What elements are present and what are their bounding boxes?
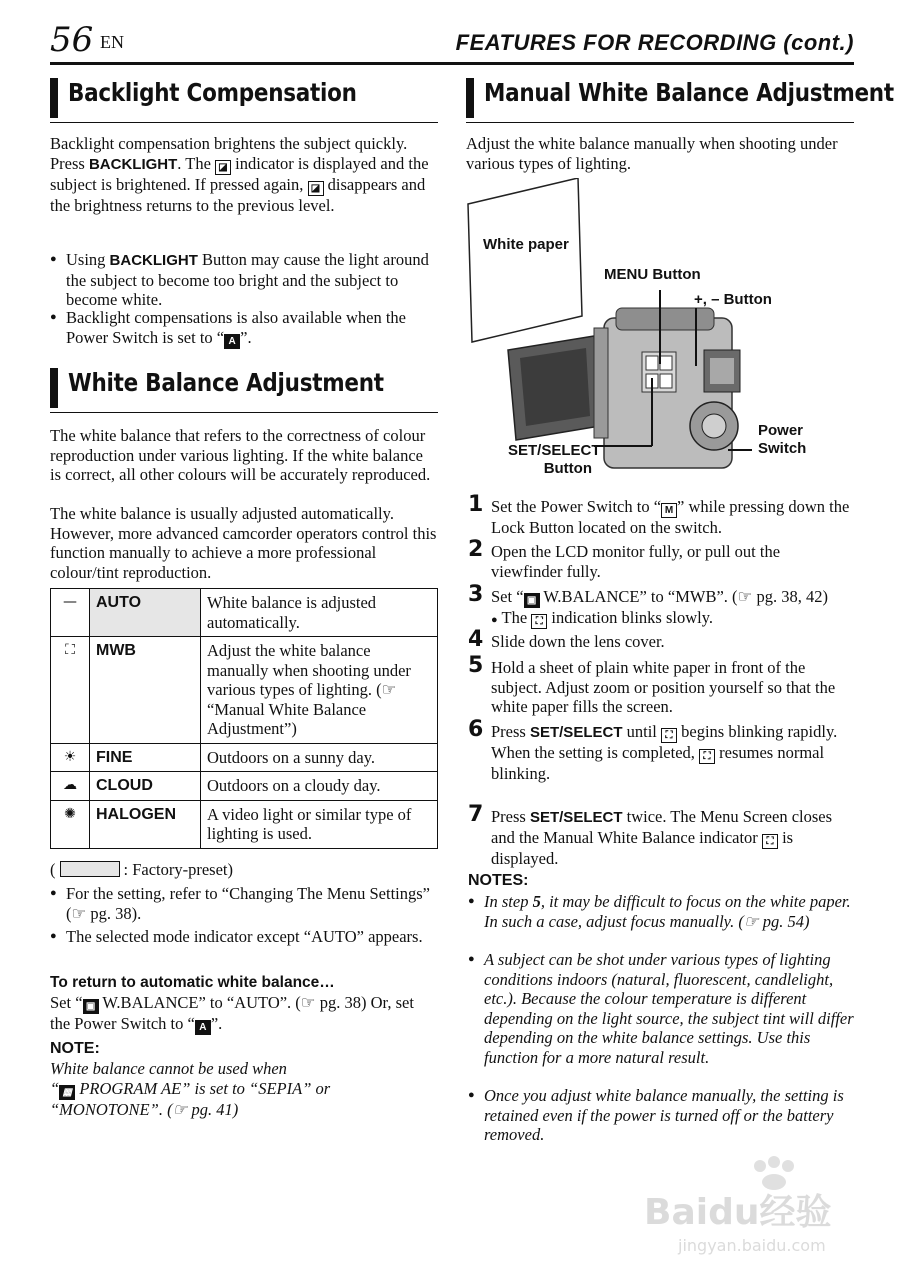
mode-name: FINE [90,743,201,772]
text: Button may cause the light around the subject to become too bright and the subject to become white. [66,250,429,309]
text: Set “ [491,587,524,606]
text: W.BALANCE” to “MWB”. (☞ pg. 38, 42) [539,587,828,606]
text: : Factory-preset) [123,860,233,879]
lcd-screen [520,348,590,426]
table-row [51,772,438,801]
wb-title: White Balance Adjustment [68,368,384,397]
bullet-dot: ● [491,614,498,626]
backlight-indicator-icon: ◪ [308,181,324,196]
mwb-indicator-icon: ⛶ [661,728,677,743]
step-4-text: Slide down the lens cover. [491,632,665,651]
step-7-text [491,807,854,868]
mwb-title: Manual White Balance Adjustment [484,78,894,107]
mode-name: MWB [90,637,201,744]
wb-para-1: The white balance that refers to the correctness of colour reproduction under various lighting. If the white balance is correct, all other colours will be accurately reproduced. [50,426,431,484]
step-3-text [491,587,854,631]
text: Press [491,807,530,826]
mode-desc: White balance is adjusted automatically. [201,589,438,637]
wb-heading [50,366,438,413]
text: Power [758,422,804,439]
text: PROGRAM AE” is set to “SEPIA” or [75,1078,331,1098]
step-1-text [491,497,854,538]
note-1 [468,892,854,931]
manual-mode-icon: M [661,503,677,518]
step-number: 1 [468,492,484,517]
auto-mode-icon: A [224,334,240,349]
mode-name: AUTO [90,589,201,637]
camera-menu-icon: ▣ [83,999,99,1014]
label-menu-button: MENU Button [604,266,701,283]
mode-name: CLOUD [90,772,201,801]
table-row [51,637,438,744]
key-set-select: SET/SELECT [529,724,623,741]
step-number: 5 [468,653,484,678]
return-heading: To return to automatic white balance… [50,974,335,991]
text: resumes normal blinking. [491,743,825,783]
factory-preset-legend [50,860,438,880]
return-text [50,993,438,1035]
mode-desc: Adjust the white balance manually when shooting under various types of lighting. (☞ “Manual White Balance Adjustment”) [201,637,438,744]
text: Set “ [50,993,83,1012]
text: until [622,722,661,741]
text: Press [491,722,530,741]
text: White balance cannot be used when [50,1059,287,1078]
preset-swatch [60,861,120,877]
program-ae-icon: ▦ [59,1085,75,1100]
watermark [644,1156,854,1266]
backlight-bullet-2 [50,308,438,349]
step-number: 7 [468,802,484,827]
white-paper-shape [468,178,582,342]
backlight-intro [50,134,438,215]
backlight-intro-text: Backlight compensation brightens the subject quickly. [50,134,408,153]
backlight-title: Backlight Compensation [68,78,357,107]
mode-desc: Outdoors on a sunny day. [201,743,438,772]
key-set-select: SET/SELECT [529,809,623,826]
step-5-text: Hold a sheet of plain white paper in front of the subject. Adjust zoom or position yourself so that the white paper fills the screen. [491,658,836,716]
text: . The [177,153,216,173]
mwb-indicator-icon: ⛶ [699,749,715,764]
heading-bar [466,78,474,118]
text: Press [50,153,89,173]
step-ref: 5 [532,892,541,911]
text: The [501,608,532,627]
backlight-indicator-icon: ◪ [215,160,231,175]
mode-desc: Outdoors on a cloudy day. [201,772,438,801]
text: Backlight compensations is also available when the Power Switch is set to “ [66,308,406,347]
label-plus-minus-button: +, – Button [694,291,772,308]
mode-name: HALOGEN [90,800,201,848]
step-2-text: Open the LCD monitor fully, or pull out the viewfinder fully. [491,542,781,581]
label-set-select-button [508,442,601,478]
step-number: 2 [468,537,484,562]
watermark-logo: Baidu经验 [644,1192,832,1233]
label-power-switch [758,422,806,458]
text: SET/SELECT [508,442,601,459]
text: ”. [240,327,252,347]
heading-bar [50,368,58,408]
text: indication blinks slowly. [547,608,714,627]
page-header [50,20,854,65]
notes-heading: NOTES: [468,872,529,889]
text: Using [66,250,110,269]
step-6-text [491,722,854,784]
auto-mode-icon: A [195,1020,211,1035]
note-text [50,1059,438,1119]
wb-mode-table [50,588,438,849]
wb-para-2: The white balance is usually adjusted automatically. However, more advanced camcorder operators control this function manually to achieve a more professional colour/tint reproduction. [50,504,437,582]
text: W.BALANCE” to “AUTO”. (☞ pg. 38) Or, set the Power Switch to “ [50,993,414,1033]
key-backlight: BACKLIGHT [88,155,178,173]
text: In step [484,892,533,911]
table-row [51,589,438,637]
mode-desc: A video light or similar type of lighting is used. [201,800,438,848]
mwb-intro: Adjust the white balance manually when shooting under various types of lighting. [466,134,838,173]
note-heading: NOTE: [50,1040,100,1057]
wb-bullet-1: ● For the setting, refer to “Changing The Menu Settings” (☞ pg. 38). [50,884,438,923]
mwb-indicator-icon: ⛶ [762,834,778,849]
page-number: 56 [50,20,94,60]
label-white-paper: White paper [483,236,569,253]
section-title: FEATURES FOR RECORDING (cont.) [455,30,854,55]
text: ” while pressing down the Lock Button located on the switch. [491,497,850,537]
text: indicator is displayed and the subject is brightened. If pressed again, [50,153,429,194]
mwb-heading [466,76,894,123]
table-row [51,800,438,848]
text: twice. The Menu Screen closes and the Manual White Balance indicator [491,807,833,847]
wb-bullet-2: ● The selected mode indicator except “AUTO” appears. [50,927,438,947]
text: “ [50,1078,60,1098]
mwb-indicator-icon: ⛶ [531,614,547,629]
text: begins blinking rapidly. [677,722,838,741]
text: , it may be difficult to focus on the white paper. In such a case, adjust focus manually. (☞ pg. 54) [484,892,851,931]
text: Set the Power Switch to “ [491,497,662,516]
page-language: EN [100,32,124,52]
text: “MONOTONE”. (☞ pg. 41) [50,1099,239,1119]
watermark-url: jingyan.baidu.com [678,1236,826,1255]
step-number: 6 [468,717,484,742]
camcorder-top [616,308,714,330]
mwb-icon: ⛶ [51,637,90,744]
backlight-heading [50,76,438,123]
lcd-hinge [594,328,608,438]
step-number: 4 [468,627,484,652]
text: is displayed. [491,827,794,868]
text: Switch [758,440,807,457]
halogen-icon: ✺ [51,800,90,848]
sun-icon: ☀ [51,743,90,772]
camera-menu-icon: ▣ [524,593,540,608]
text: disappears and the brightness returns to the previous level. [50,174,426,215]
heading-bar [50,78,58,118]
cloud-icon: ☁ [51,772,90,801]
text: ”. [210,1014,223,1033]
camcorder-figure [466,178,854,482]
key-backlight: BACKLIGHT [109,252,198,269]
auto-icon: — [51,589,90,637]
step-number: 3 [468,582,484,607]
text: Button [543,460,592,477]
note-2: ● A subject can be shot under various types of lighting conditions indoors (natural, fluorescent, candlelight, etc.). Because the colour temperature is different depending on the light source, the subject tint will differ depending on the white balance settings. Use this function for a more natural result. [468,950,854,1067]
text: ( [50,860,56,879]
table-row [51,743,438,772]
backlight-bullet-1 [50,250,438,310]
note-3: ● Once you adjust white balance manually, the setting is retained even if the power is turned off or the battery removed. [468,1086,854,1145]
text: When the setting is completed, [491,743,700,762]
